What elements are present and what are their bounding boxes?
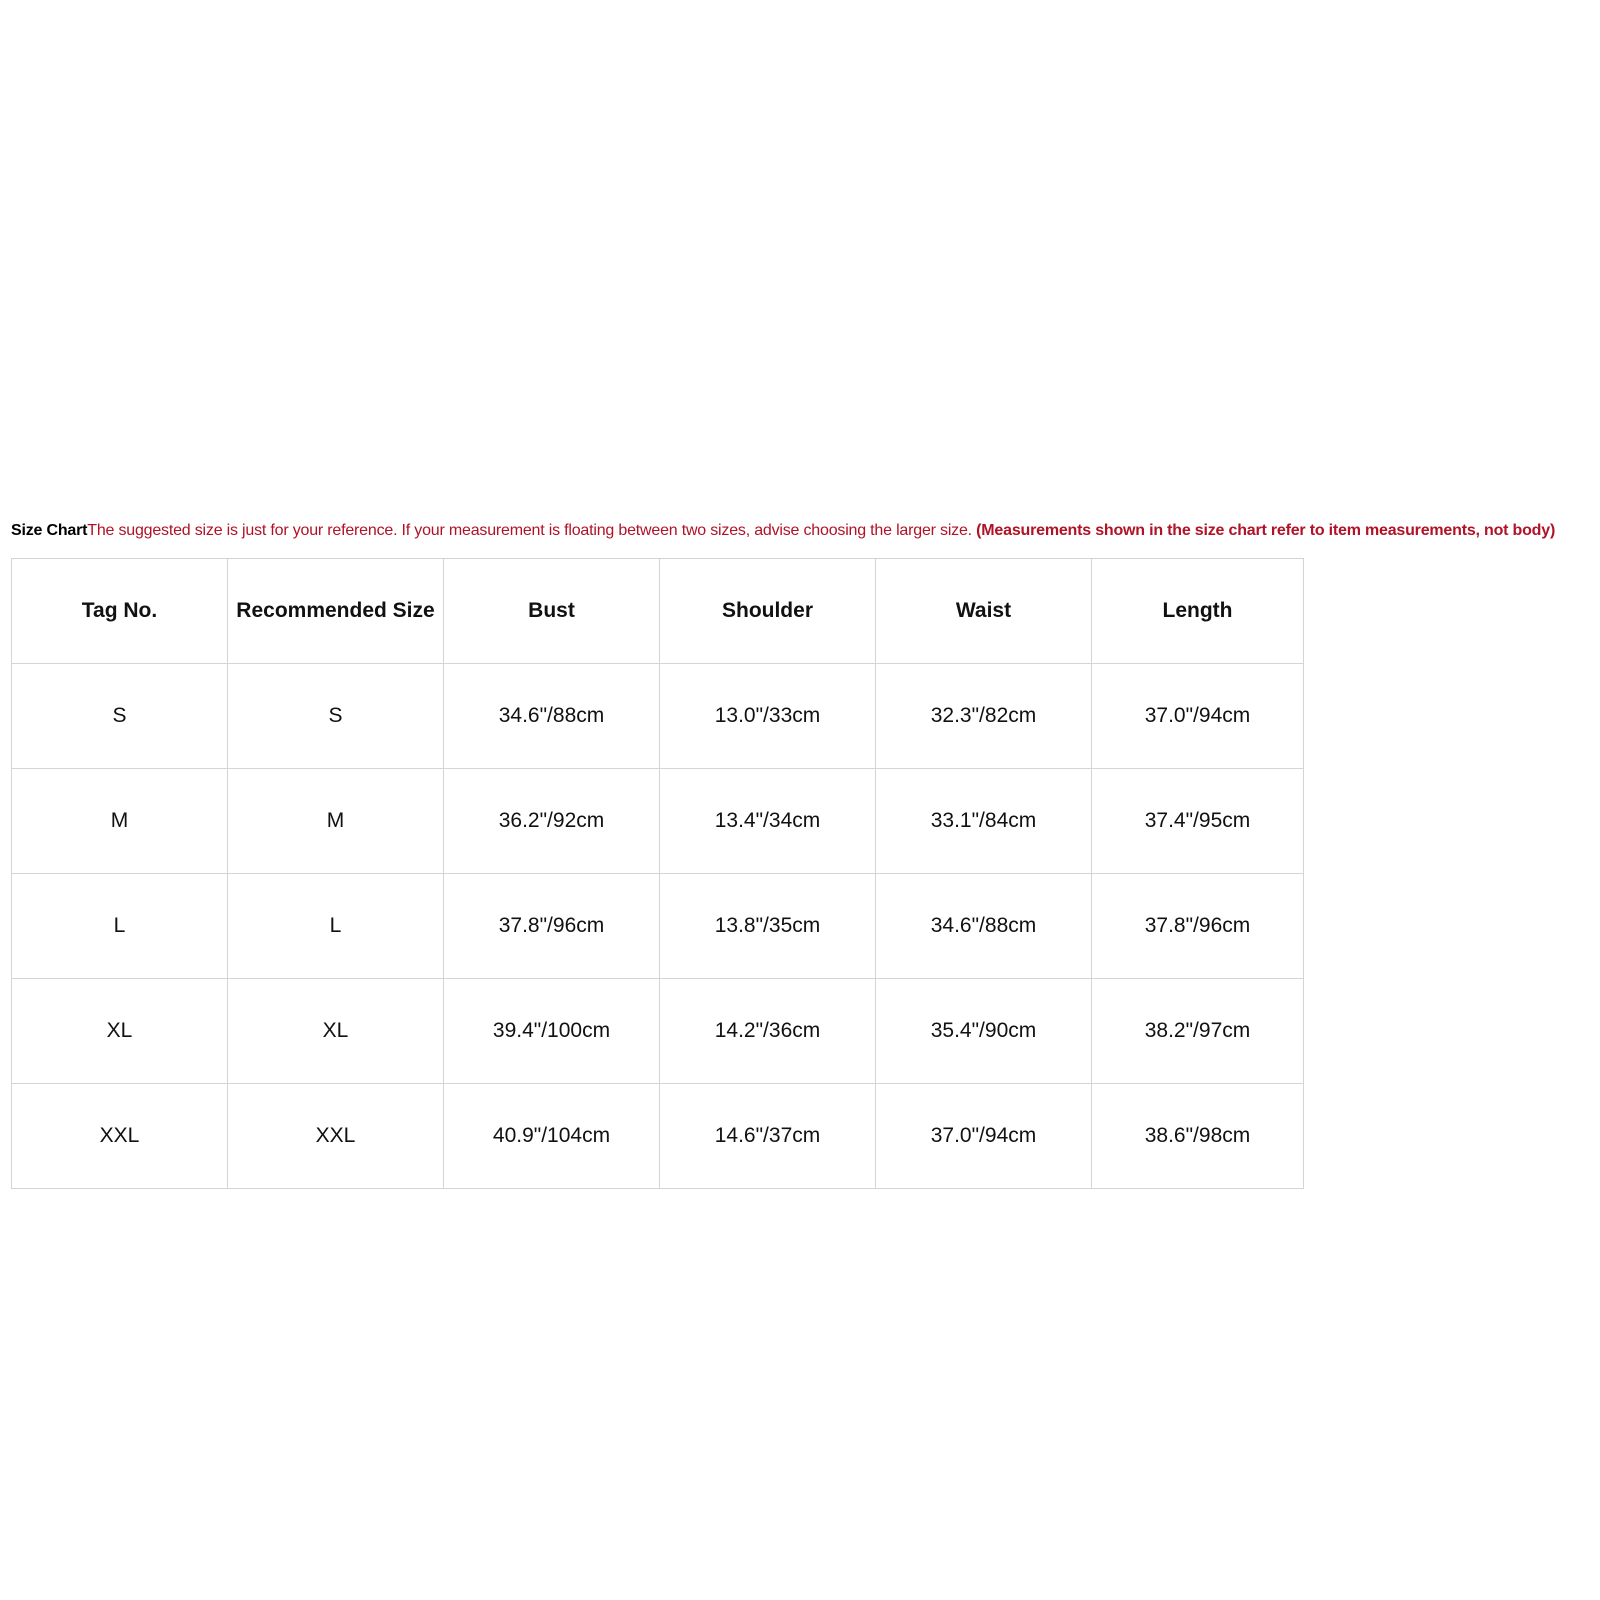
header-length: Length [1092, 559, 1304, 664]
cell-recommended-size: XXL [228, 1084, 444, 1189]
table-row [12, 874, 1304, 979]
size-table [11, 558, 1304, 1189]
cell-shoulder: 13.8"/35cm [660, 874, 876, 979]
caption-title: Size Chart [11, 522, 88, 539]
cell-bust: 34.6"/88cm [444, 664, 660, 769]
cell-recommended-size: L [228, 874, 444, 979]
table-header-row [12, 559, 1304, 664]
cell-shoulder: 14.2"/36cm [660, 979, 876, 1084]
cell-recommended-size: M [228, 769, 444, 874]
header-recommended-size: Recommended Size [228, 559, 444, 664]
cell-waist: 37.0"/94cm [876, 1084, 1092, 1189]
cell-waist: 33.1"/84cm [876, 769, 1092, 874]
cell-waist: 34.6"/88cm [876, 874, 1092, 979]
cell-shoulder: 14.6"/37cm [660, 1084, 876, 1189]
caption-note: The suggested size is just for your reference. If your measurement is floating between two sizes, advise choosing the larger size. [87, 522, 977, 539]
cell-recommended-size: XL [228, 979, 444, 1084]
cell-tag-no: S [12, 664, 228, 769]
cell-tag-no: XL [12, 979, 228, 1084]
header-tag-no: Tag No. [12, 559, 228, 664]
cell-waist: 32.3"/82cm [876, 664, 1092, 769]
cell-shoulder: 13.4"/34cm [660, 769, 876, 874]
cell-bust: 39.4"/100cm [444, 979, 660, 1084]
cell-bust: 40.9"/104cm [444, 1084, 660, 1189]
cell-shoulder: 13.0"/33cm [660, 664, 876, 769]
cell-length: 37.8"/96cm [1092, 874, 1304, 979]
cell-bust: 36.2"/92cm [444, 769, 660, 874]
header-waist: Waist [876, 559, 1092, 664]
cell-length: 38.2"/97cm [1092, 979, 1304, 1084]
cell-length: 37.4"/95cm [1092, 769, 1304, 874]
cell-tag-no: M [12, 769, 228, 874]
table-row [12, 1084, 1304, 1189]
cell-recommended-size: S [228, 664, 444, 769]
cell-bust: 37.8"/96cm [444, 874, 660, 979]
caption-emphasis: (Measurements shown in the size chart refer to item measurements, not body) [976, 522, 1556, 539]
cell-waist: 35.4"/90cm [876, 979, 1092, 1084]
header-bust: Bust [444, 559, 660, 664]
table-row [12, 664, 1304, 769]
header-shoulder: Shoulder [660, 559, 876, 664]
cell-length: 38.6"/98cm [1092, 1084, 1304, 1189]
cell-tag-no: L [12, 874, 228, 979]
cell-tag-no: XXL [12, 1084, 228, 1189]
table-row [12, 769, 1304, 874]
cell-length: 37.0"/94cm [1092, 664, 1304, 769]
table-row [12, 979, 1304, 1084]
size-chart-caption [11, 521, 1591, 540]
